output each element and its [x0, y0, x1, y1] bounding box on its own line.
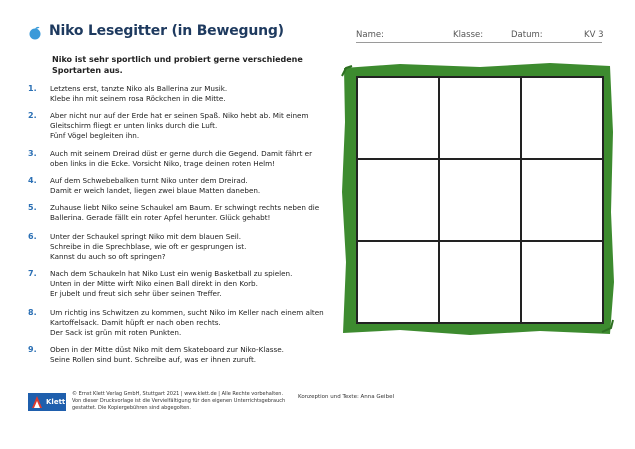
task-item: [28, 149, 328, 169]
task-number: 1.: [28, 84, 37, 93]
worksheet-title: Niko Lesegitter (in Bewegung): [49, 23, 284, 39]
task-item: [28, 111, 328, 141]
task-text: Nach dem Schaukeln hat Niko Lust ein wenig Basketball zu spielen. Unten in der Mitte wirft Niko einen Ball direkt in den Korb. Er jubelt und freut sich sehr über seinen Treffer.: [50, 269, 293, 298]
grid-3x3: [356, 76, 604, 324]
task-text: Um richtig ins Schwitzen zu kommen, sucht Niko im Keller nach einem alten Kartoffelsack. Damit hüpft er nach oben rechts. Der Sack ist grün mit roten Punkten.: [50, 308, 324, 337]
task-text: Aber nicht nur auf der Erde hat er seinen Spaß. Niko hebt ab. Mit einem Gleitschirm fliegt er unten links durch die Luft. Fünf Vögel begleiten ihn.: [50, 111, 309, 140]
intro-text: Niko ist sehr sportlich und probiert gerne verschiedene Sportarten aus.: [52, 55, 303, 75]
author-credits: Konzeption und Texte: Anna Geibel: [298, 394, 394, 400]
task-item: [28, 345, 328, 365]
task-number: 6.: [28, 232, 37, 241]
header-rule: [356, 42, 602, 43]
class-field-label: Klasse:: [453, 30, 484, 40]
task-number: 9.: [28, 345, 37, 354]
task-item: [28, 308, 328, 338]
grid-cell-bottom-center[interactable]: [439, 241, 521, 323]
task-item: [28, 203, 328, 223]
task-number: 7.: [28, 269, 37, 278]
worksheet-code: KV 3: [584, 30, 604, 40]
task-item: [28, 232, 328, 262]
grid-cell-top-left[interactable]: [357, 77, 439, 159]
task-number: 3.: [28, 149, 37, 158]
date-field-label: Datum:: [511, 30, 543, 40]
grid-cell-top-center[interactable]: [439, 77, 521, 159]
name-field-label: Name:: [356, 30, 384, 40]
grid-cell-top-right[interactable]: [521, 77, 603, 159]
task-item: [28, 269, 328, 299]
task-text: Letztens erst, tanzte Niko als Ballerina zur Musik. Klebe ihn mit seinem rosa Röckchen in die Mitte.: [50, 84, 228, 103]
copyright-notice: © Ernst Klett Verlag GmbH, Stuttgart 2021 | www.klett.de | Alle Rechte vorbehalten. Von dieser Druckvorlage ist die Vervielfältigung für den eigenen Unterrichtsgebrauch gestattet. Die Kopiergebühren sind abgegolten.: [72, 391, 286, 411]
task-number: 4.: [28, 176, 37, 185]
grid-cell-bottom-left[interactable]: [357, 241, 439, 323]
grid-cell-middle-right[interactable]: [521, 159, 603, 241]
task-text: Auf dem Schwebebalken turnt Niko unter dem Dreirad. Damit er weich landet, liegen zwei blaue Matten daneben.: [50, 176, 261, 195]
grid-cell-bottom-right[interactable]: [521, 241, 603, 323]
reading-grid: [340, 62, 615, 337]
task-text: Unter der Schaukel springt Niko mit dem blauen Seil. Schreibe in die Sprechblase, wie oft er gesprungen ist. Kannst du auch so oft springen?: [50, 232, 247, 261]
task-number: 5.: [28, 203, 37, 212]
task-text: Zuhause liebt Niko seine Schaukel am Baum. Er schwingt rechts neben die Ballerina. Gerade fällt ein roter Apfel herunter. Glück gehabt!: [50, 203, 320, 222]
grid-cell-center[interactable]: [439, 159, 521, 241]
apple-icon: [28, 26, 42, 40]
logo-wordmark: Klett: [46, 398, 66, 406]
task-item: [28, 84, 328, 104]
task-item: [28, 176, 328, 196]
task-number: 8.: [28, 308, 37, 317]
task-text: Auch mit seinem Dreirad düst er gerne durch die Gegend. Damit fährt er oben links in die Ecke. Vorsicht Niko, trage deinen roten Helm!: [50, 149, 313, 168]
grid-cell-middle-left[interactable]: [357, 159, 439, 241]
task-number: 2.: [28, 111, 37, 120]
task-text: Oben in der Mitte düst Niko mit dem Skateboard zur Niko-Klasse. Seine Rollen sind bunt. Schreibe auf, was er ihnen zuruft.: [50, 345, 284, 364]
